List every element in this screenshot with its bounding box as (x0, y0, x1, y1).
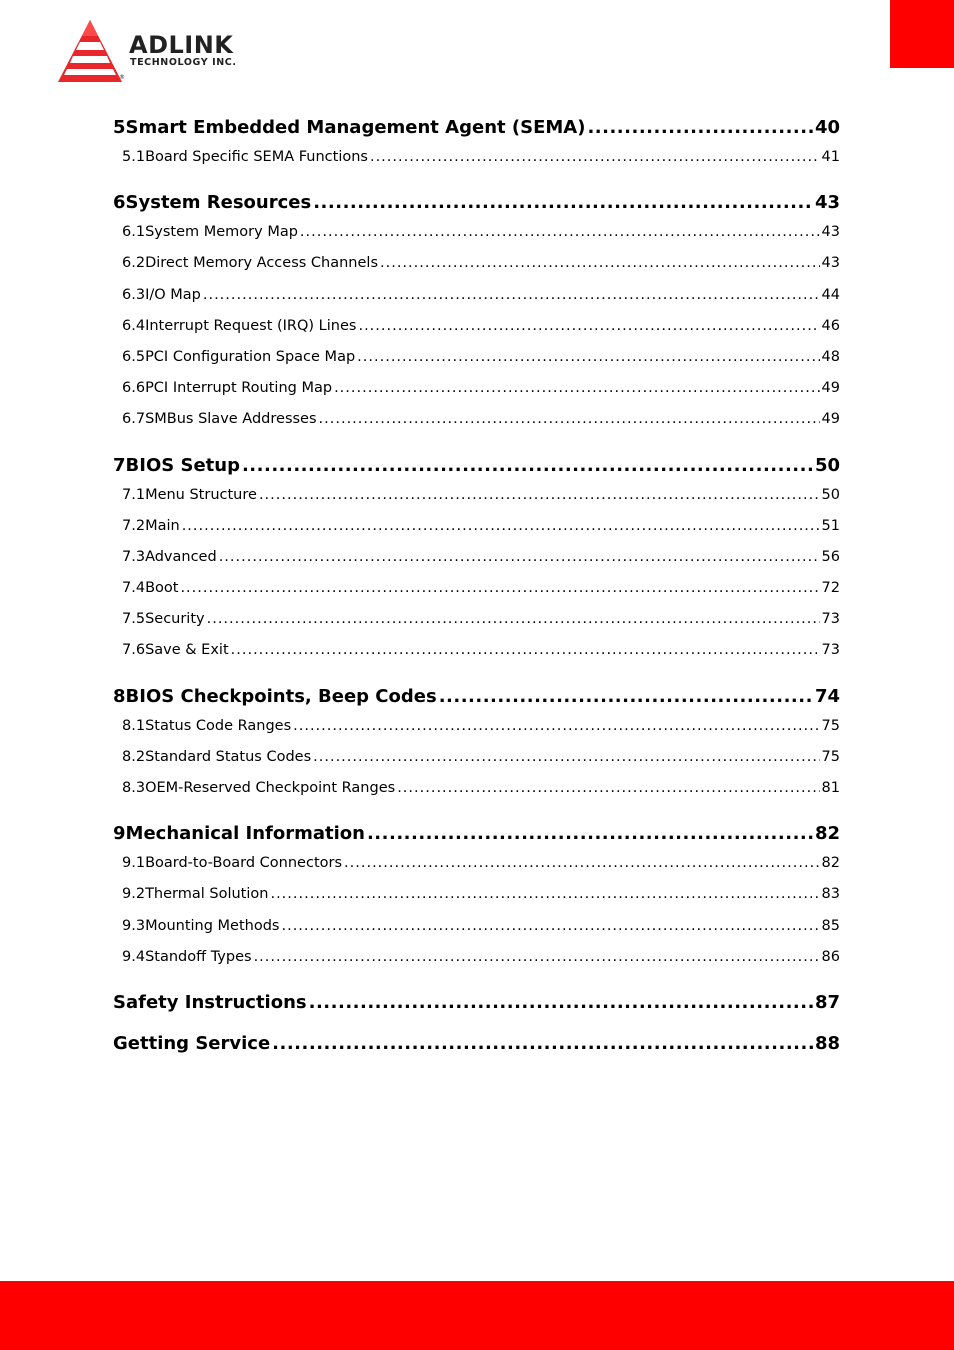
toc-section-number: 7.5 (122, 611, 146, 628)
toc-dot-leader (309, 990, 813, 1015)
toc-page-number: 43 (821, 255, 840, 272)
toc-dot-leader (313, 190, 813, 215)
toc-section-number: 9.2 (122, 886, 146, 903)
toc-section-title: SMBus Slave Addresses (145, 411, 317, 428)
toc-page-number: 75 (821, 748, 840, 765)
toc-section-number: 5.1 (122, 149, 146, 165)
toc-chapter-title: Smart Embedded Management Agent (SEMA) (125, 117, 586, 138)
toc-section-row[interactable] (113, 347, 840, 378)
toc-page-number: 72 (821, 580, 840, 597)
toc-chapter-title: BIOS Setup (125, 454, 240, 476)
toc-section-row[interactable] (113, 916, 840, 947)
toc-section-title: Advanced (145, 548, 217, 565)
toc-section-title: Direct Memory Access Channels (145, 255, 378, 272)
toc-section-number: 7.3 (122, 548, 146, 565)
toc-dot-leader (231, 640, 820, 660)
toc-section-title: Standoff Types (145, 948, 252, 965)
toc-dot-leader (293, 716, 819, 736)
toc-dot-leader (219, 547, 820, 567)
toc-section-row[interactable] (113, 147, 840, 178)
toc-page-number: 51 (821, 517, 840, 534)
toc-dot-leader (397, 778, 819, 798)
toc-section-row[interactable] (113, 516, 840, 547)
toc-section-row[interactable] (113, 547, 840, 578)
toc-dot-leader (587, 115, 812, 140)
toc-section-row[interactable] (113, 640, 840, 671)
toc-page-number: 83 (821, 886, 840, 903)
toc-chapter-number: 9 (113, 823, 126, 845)
toc-section-title: Boot (145, 580, 179, 597)
toc-section-row[interactable] (113, 485, 840, 516)
toc-section-title: Interrupt Request (IRQ) Lines (145, 317, 357, 334)
toc-dot-leader (180, 578, 819, 598)
toc-section-row[interactable] (113, 778, 840, 809)
toc-page-number: 41 (821, 149, 840, 165)
toc-chapter-row[interactable] (113, 681, 840, 716)
toc-page-number: 81 (821, 780, 840, 796)
toc-section-row[interactable] (113, 747, 840, 778)
toc-section-number: 6.3 (122, 286, 146, 303)
toc-page-number: 88 (814, 1032, 840, 1054)
toc-section-row[interactable] (113, 285, 840, 316)
toc-page-number: 48 (821, 348, 840, 365)
registered-mark: ® (119, 74, 125, 81)
toc-section-row[interactable] (113, 409, 840, 440)
toc-section-title: Standard Status Codes (145, 748, 312, 765)
toc-section-row[interactable] (113, 716, 840, 747)
toc-dot-leader (439, 684, 813, 709)
toc-chapter-title: System Resources (125, 192, 312, 214)
toc-section-row[interactable] (113, 378, 840, 409)
brand-name: ADLINK (129, 31, 234, 59)
toc-dot-leader (242, 453, 813, 478)
adlink-logo (58, 18, 273, 86)
toc-section-title: Security (145, 611, 205, 628)
toc-section-title: Board Specific SEMA Functions (145, 149, 368, 165)
toc-section-title: Board-to-Board Connectors (145, 855, 343, 872)
toc-chapter-row[interactable] (113, 987, 840, 1022)
toc-section-number: 7.2 (122, 517, 146, 534)
toc-chapter-row[interactable] (113, 1028, 840, 1063)
toc-chapter-row[interactable] (113, 112, 840, 147)
toc-section-title: Mounting Methods (145, 917, 280, 934)
toc-section-row[interactable] (113, 222, 840, 253)
toc-section-row[interactable] (113, 578, 840, 609)
toc-dot-leader (370, 147, 820, 167)
toc-section-row[interactable] (113, 316, 840, 347)
toc-page-number: 46 (821, 317, 840, 334)
toc-section-title: Thermal Solution (145, 886, 269, 903)
toc-section-row[interactable] (113, 609, 840, 640)
toc-page-number: 87 (814, 991, 840, 1013)
toc-dot-leader (270, 884, 819, 904)
toc-section-number: 6.2 (122, 255, 146, 272)
adlink-triangle-icon (58, 18, 128, 86)
toc-section-title: PCI Configuration Space Map (145, 348, 356, 365)
toc-chapter-row[interactable] (113, 450, 840, 485)
toc-dot-leader (344, 853, 820, 873)
toc-section-title: System Memory Map (145, 224, 298, 241)
toc-chapter-title: BIOS Checkpoints, Beep Codes (125, 685, 437, 707)
corner-color-tab (890, 0, 954, 68)
toc-section-number: 7.4 (122, 580, 146, 597)
toc-section-number: 6.4 (122, 317, 146, 334)
toc-dot-leader (254, 947, 820, 967)
toc-section-number: 9.4 (122, 948, 146, 965)
toc-dot-leader (380, 253, 820, 273)
toc-section-number: 9.1 (122, 855, 146, 872)
toc-section-number: 9.3 (122, 917, 146, 934)
toc-page-number: 50 (814, 454, 840, 476)
toc-section-number: 6.5 (122, 348, 146, 365)
toc-page-number: 50 (821, 486, 840, 503)
toc-section-number: 8.3 (122, 780, 146, 796)
toc-page-number: 85 (821, 917, 840, 934)
toc-chapter-title: Mechanical Information (125, 823, 365, 845)
toc-section-title: Status Code Ranges (145, 717, 292, 734)
toc-dot-leader (272, 1031, 813, 1056)
toc-dot-leader (203, 285, 820, 305)
toc-section-title: Save & Exit (145, 642, 229, 659)
toc-dot-leader (281, 916, 819, 936)
toc-chapter-number: 5 (113, 117, 126, 138)
toc-section-title: PCI Interrupt Routing Map (145, 380, 333, 397)
toc-page-number: 86 (821, 948, 840, 965)
toc-chapter-number: 8 (113, 685, 126, 707)
brand-subtitle: TECHNOLOGY INC. (130, 57, 237, 68)
toc-page-number: 49 (821, 380, 840, 397)
toc-section-number: 8.2 (122, 748, 146, 765)
toc-section-number: 6.6 (122, 380, 146, 397)
toc-page-number: 82 (821, 855, 840, 872)
toc-page-number: 73 (821, 642, 840, 659)
toc-chapter-title: Safety Instructions (113, 991, 307, 1013)
toc-dot-leader (182, 516, 820, 536)
toc-page-number: 43 (814, 192, 840, 214)
toc-section-title: Main (145, 517, 180, 534)
toc-page-number: 75 (821, 717, 840, 734)
table-of-contents (113, 112, 840, 1063)
toc-page-number: 56 (821, 548, 840, 565)
toc-dot-leader (358, 316, 819, 336)
toc-section-number: 7.6 (122, 642, 146, 659)
toc-page-number: 43 (821, 224, 840, 241)
toc-section-row[interactable] (113, 253, 840, 284)
toc-dot-leader (319, 409, 820, 429)
toc-page-number: 40 (814, 117, 840, 138)
toc-chapter-number: 7 (113, 454, 126, 476)
toc-chapter-number: 6 (113, 192, 126, 214)
toc-dot-leader (207, 609, 820, 629)
toc-section-number: 6.7 (122, 411, 146, 428)
toc-dot-leader (313, 747, 819, 767)
toc-dot-leader (334, 378, 819, 398)
toc-section-row[interactable] (113, 947, 840, 978)
toc-section-row[interactable] (113, 853, 840, 884)
toc-section-title: I/O Map (145, 286, 201, 303)
toc-chapter-row[interactable] (113, 187, 840, 222)
toc-section-number: 7.1 (122, 486, 146, 503)
toc-section-row[interactable] (113, 884, 840, 915)
toc-chapter-row[interactable] (113, 818, 840, 853)
toc-section-number: 6.1 (122, 224, 146, 241)
toc-chapter-title: Getting Service (113, 1032, 271, 1054)
toc-section-title: Menu Structure (145, 486, 257, 503)
toc-page-number: 73 (821, 611, 840, 628)
toc-dot-leader (300, 222, 820, 242)
toc-dot-leader (259, 485, 820, 505)
toc-dot-leader (357, 347, 819, 367)
toc-section-title: OEM-Reserved Checkpoint Ranges (145, 780, 396, 796)
toc-page-number: 82 (814, 823, 840, 845)
toc-page-number: 44 (821, 286, 840, 303)
toc-page-number: 74 (814, 685, 840, 707)
toc-page-number: 49 (821, 411, 840, 428)
toc-dot-leader (367, 821, 813, 846)
footer-color-band (0, 1281, 954, 1350)
toc-section-number: 8.1 (122, 717, 146, 734)
